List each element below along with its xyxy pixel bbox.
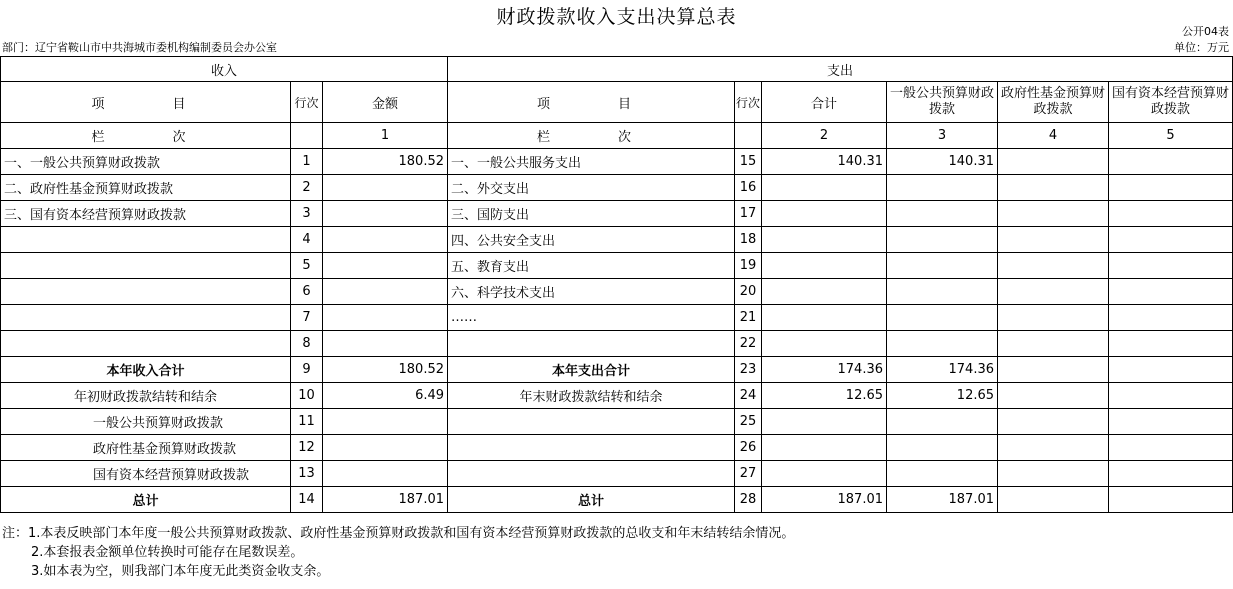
income-item-cell: 总计 (1, 487, 291, 513)
income-amount-cell: 6.49 (323, 383, 448, 409)
expense-capital-cell (1109, 253, 1233, 279)
expense-item-cell: 五、教育支出 (448, 253, 735, 279)
expense-fund-cell (998, 149, 1109, 175)
form-number: 公开04表 (1182, 25, 1229, 38)
expense-general-cell (887, 435, 998, 461)
income-header: 收入 (1, 57, 448, 82)
income-item-cell (1, 279, 291, 305)
expense-fund-cell (998, 461, 1109, 487)
income-item-cell: 一般公共预算财政拨款 (1, 409, 291, 435)
expense-capital-cell (1109, 201, 1233, 227)
income-item-cell: 一、一般公共预算财政拨款 (1, 149, 291, 175)
income-item-header: 项 目 (1, 82, 291, 123)
table-row (1, 149, 1233, 175)
expense-capital-cell (1109, 305, 1233, 331)
table-row (1, 279, 1233, 305)
expense-fund-cell (998, 331, 1109, 357)
expense-capital-cell (1109, 357, 1233, 383)
expense-capital-cell (1109, 149, 1233, 175)
expense-item-cell (448, 331, 735, 357)
expense-general-cell: 174.36 (887, 357, 998, 383)
expense-capital-cell (1109, 279, 1233, 305)
expense-general-cell (887, 227, 998, 253)
income-line-cell: 11 (291, 409, 323, 435)
gov-fund-header: 政府性基金预算财政拨款 (998, 82, 1109, 123)
expense-capital-cell (1109, 175, 1233, 201)
expense-total-cell (762, 305, 887, 331)
income-line-header: 行次 (291, 82, 323, 123)
expense-line-cell: 26 (735, 435, 762, 461)
expense-item-cell: 六、科学技术支出 (448, 279, 735, 305)
income-item-cell (1, 331, 291, 357)
expense-line-cell: 18 (735, 227, 762, 253)
table-row (1, 435, 1233, 461)
expense-general-cell: 140.31 (887, 149, 998, 175)
income-item-cell (1, 227, 291, 253)
expense-line-header: 行次 (735, 82, 762, 123)
col-num-1: 1 (323, 123, 448, 149)
income-amount-cell (323, 435, 448, 461)
expense-fund-cell (998, 383, 1109, 409)
expense-general-cell (887, 201, 998, 227)
table-row (1, 409, 1233, 435)
state-capital-header: 国有资本经营预算财政拨款 (1109, 82, 1233, 123)
income-item-cell: 本年收入合计 (1, 357, 291, 383)
expense-fund-cell (998, 227, 1109, 253)
income-line-cell: 7 (291, 305, 323, 331)
income-amount-cell (323, 201, 448, 227)
expense-fund-cell (998, 175, 1109, 201)
table-row (1, 227, 1233, 253)
department-label: 部门：辽宁省鞍山市中共海城市委机构编制委员会办公室 (2, 41, 277, 54)
expense-item-cell: 四、公共安全支出 (448, 227, 735, 253)
expense-total-cell (762, 279, 887, 305)
income-item-cell: 二、政府性基金预算财政拨款 (1, 175, 291, 201)
income-amount-cell (323, 253, 448, 279)
expense-item-cell (448, 461, 735, 487)
expense-line-cell: 15 (735, 149, 762, 175)
expense-total-cell (762, 201, 887, 227)
table-row (1, 461, 1233, 487)
expense-general-cell (887, 279, 998, 305)
expense-total-cell: 187.01 (762, 487, 887, 513)
table-row (1, 357, 1233, 383)
income-line-cell: 14 (291, 487, 323, 513)
table-row (1, 305, 1233, 331)
expense-general-cell (887, 331, 998, 357)
expense-fund-cell (998, 435, 1109, 461)
income-item-cell: 国有资本经营预算财政拨款 (1, 461, 291, 487)
income-amount-cell (323, 409, 448, 435)
income-line-cell: 12 (291, 435, 323, 461)
expense-item-cell (448, 409, 735, 435)
notes (2, 524, 794, 581)
expense-total-cell: 12.65 (762, 383, 887, 409)
expense-fund-cell (998, 253, 1109, 279)
expense-column-blank (735, 123, 762, 149)
expense-general-cell (887, 175, 998, 201)
income-amount-cell (323, 227, 448, 253)
expense-total-cell (762, 461, 887, 487)
expense-total-cell (762, 253, 887, 279)
expense-general-cell (887, 409, 998, 435)
expense-line-cell: 25 (735, 409, 762, 435)
expense-item-cell: 总计 (448, 487, 735, 513)
expense-line-cell: 27 (735, 461, 762, 487)
table-row (1, 201, 1233, 227)
expense-line-cell: 20 (735, 279, 762, 305)
table-row (1, 253, 1233, 279)
note-line: 2.本套报表金额单位转换时可能存在尾数误差。 (31, 545, 304, 560)
income-line-cell: 10 (291, 383, 323, 409)
total-header: 合计 (762, 82, 887, 123)
expense-item-cell: …… (448, 305, 735, 331)
income-line-cell: 5 (291, 253, 323, 279)
income-line-cell: 4 (291, 227, 323, 253)
general-budget-header: 一般公共预算财政拨款 (887, 82, 998, 123)
expense-total-cell (762, 175, 887, 201)
expense-capital-cell (1109, 331, 1233, 357)
expense-total-cell: 140.31 (762, 149, 887, 175)
expense-item-cell: 二、外交支出 (448, 175, 735, 201)
income-column-label: 栏 次 (1, 123, 291, 149)
income-item-cell: 政府性基金预算财政拨款 (1, 435, 291, 461)
expense-fund-cell (998, 409, 1109, 435)
income-line-cell: 8 (291, 331, 323, 357)
income-line-cell: 6 (291, 279, 323, 305)
expense-fund-cell (998, 487, 1109, 513)
income-item-cell (1, 305, 291, 331)
expense-item-cell: 本年支出合计 (448, 357, 735, 383)
income-amount-cell: 180.52 (323, 357, 448, 383)
col-num-5: 5 (1109, 123, 1233, 149)
expense-total-cell (762, 435, 887, 461)
income-line-cell: 9 (291, 357, 323, 383)
expense-line-cell: 21 (735, 305, 762, 331)
income-item-cell: 年初财政拨款结转和结余 (1, 383, 291, 409)
expense-fund-cell (998, 201, 1109, 227)
table-row (1, 487, 1233, 513)
expense-general-cell (887, 253, 998, 279)
income-line-cell: 3 (291, 201, 323, 227)
expense-item-header: 项 目 (448, 82, 735, 123)
income-line-cell: 13 (291, 461, 323, 487)
note-line: 3.如本表为空，则我部门本年度无此类资金收支余。 (31, 564, 330, 579)
expense-header: 支出 (448, 57, 1233, 82)
income-amount-cell (323, 279, 448, 305)
income-amount-cell: 180.52 (323, 149, 448, 175)
note-line: 注：1.本表反映部门本年度一般公共预算财政拨款、政府性基金预算财政拨款和国有资本经营预算财政拨款的总收支和年末结转结余情况。 (2, 526, 795, 541)
income-line-cell: 1 (291, 149, 323, 175)
table-row (1, 175, 1233, 201)
expense-capital-cell (1109, 227, 1233, 253)
expense-item-cell: 一、一般公共服务支出 (448, 149, 735, 175)
fiscal-summary-table (0, 56, 1233, 513)
expense-item-cell: 年末财政拨款结转和结余 (448, 383, 735, 409)
expense-general-cell (887, 305, 998, 331)
table-row (1, 331, 1233, 357)
income-amount-cell: 187.01 (323, 487, 448, 513)
report-title: 财政拨款收入支出决算总表 (496, 6, 737, 28)
expense-capital-cell (1109, 409, 1233, 435)
expense-line-cell: 17 (735, 201, 762, 227)
income-amount-cell (323, 331, 448, 357)
expense-fund-cell (998, 357, 1109, 383)
income-item-cell: 三、国有资本经营预算财政拨款 (1, 201, 291, 227)
col-num-2: 2 (762, 123, 887, 149)
expense-capital-cell (1109, 435, 1233, 461)
expense-column-label: 栏 次 (448, 123, 735, 149)
expense-general-cell (887, 461, 998, 487)
expense-capital-cell (1109, 461, 1233, 487)
expense-item-cell (448, 435, 735, 461)
income-amount-cell (323, 461, 448, 487)
expense-line-cell: 28 (735, 487, 762, 513)
income-line-cell: 2 (291, 175, 323, 201)
col-num-3: 3 (887, 123, 998, 149)
col-num-4: 4 (998, 123, 1109, 149)
expense-total-cell: 174.36 (762, 357, 887, 383)
expense-total-cell (762, 227, 887, 253)
expense-total-cell (762, 331, 887, 357)
income-amount-cell (323, 305, 448, 331)
amount-header: 金额 (323, 82, 448, 123)
expense-capital-cell (1109, 487, 1233, 513)
expense-line-cell: 19 (735, 253, 762, 279)
expense-fund-cell (998, 279, 1109, 305)
expense-capital-cell (1109, 383, 1233, 409)
expense-general-cell: 12.65 (887, 383, 998, 409)
expense-total-cell (762, 409, 887, 435)
income-column-blank (291, 123, 323, 149)
unit-label: 单位：万元 (1174, 41, 1229, 54)
expense-line-cell: 22 (735, 331, 762, 357)
expense-fund-cell (998, 305, 1109, 331)
income-item-cell (1, 253, 291, 279)
expense-general-cell: 187.01 (887, 487, 998, 513)
expense-item-cell: 三、国防支出 (448, 201, 735, 227)
expense-line-cell: 24 (735, 383, 762, 409)
table-row (1, 383, 1233, 409)
income-amount-cell (323, 175, 448, 201)
expense-line-cell: 16 (735, 175, 762, 201)
expense-line-cell: 23 (735, 357, 762, 383)
